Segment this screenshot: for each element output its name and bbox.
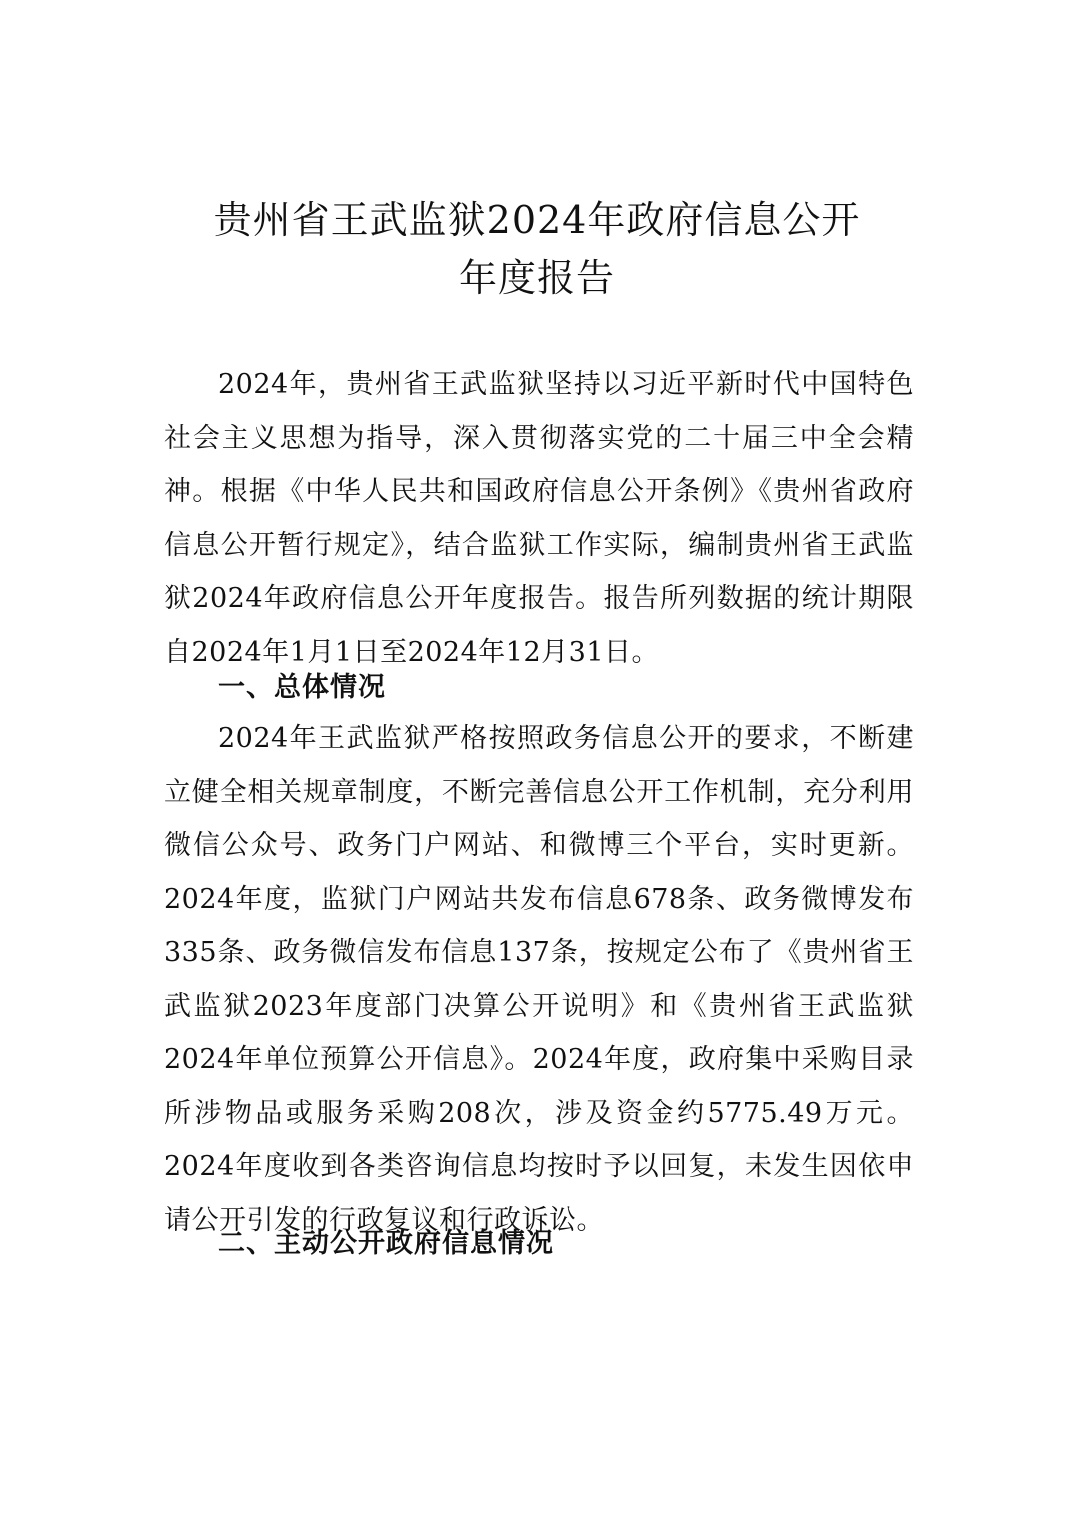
section-heading-overview: 一、总体情况 <box>218 672 386 703</box>
overview-paragraph: 2024年王武监狱严格按照政务信息公开的要求，不断建立健全相关规章制度，不断完善信息公开工作机制，充分利用微信公众号、政务门户网站、和微博三个平台，实时更新。2024年度，监狱门户网站共发布信息678条、政务微博发布335条、政务微信发布信息137条，按规定公布了《贵州省王武监狱2023年度部门决算公开说明》和《贵州省王武监狱2024年单位预算公开信息》。2024年度，政府集中采购目录所涉物品或服务采购208次，涉及资金约5775.49万元。2024年度收到各类咨询信息均按时予以回复，未发生因依申请公开引发的行政复议和行政诉讼。 <box>164 723 914 1236</box>
intro-paragraph: 2024年，贵州省王武监狱坚持以习近平新时代中国特色社会主义思想为指导，深入贯彻落实党的二十届三中全会精神。根据《中华人民共和国政府信息公开条例》《贵州省政府信息公开暂行规定》，结合监狱工作实际，编制贵州省王武监狱2024年政府信息公开年度报告。报告所列数据的统计期限自2024年1月1日至2024年12月31日。 <box>164 369 914 668</box>
document-title-line-1: 贵州省王武监狱2024年政府信息公开 <box>213 198 861 242</box>
section-heading-proactive-disclosure: 二、主动公开政府信息情况 <box>218 1228 554 1259</box>
document-title-line-2: 年度报告 <box>458 256 615 300</box>
